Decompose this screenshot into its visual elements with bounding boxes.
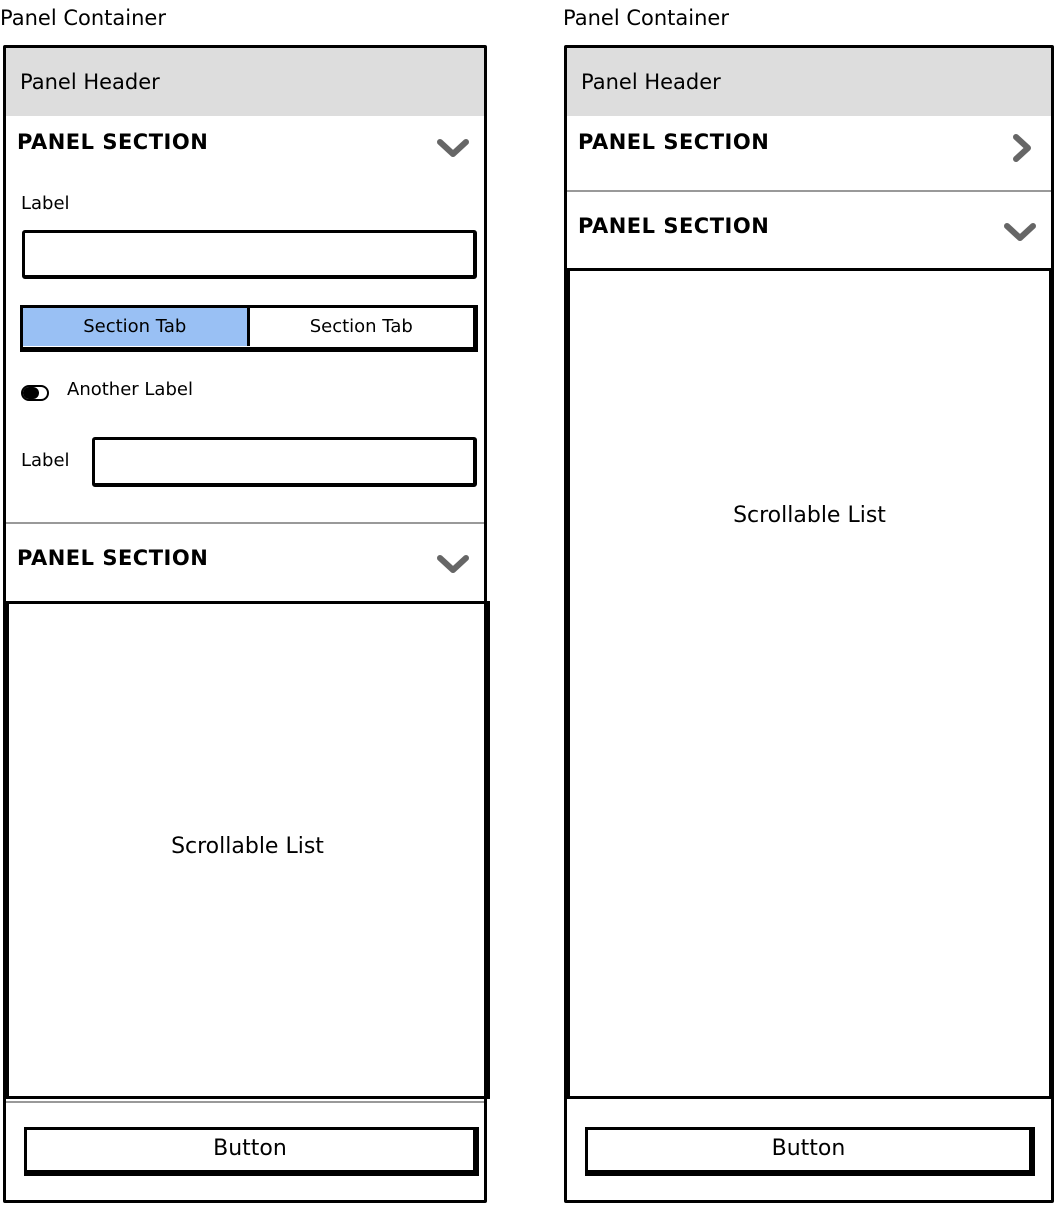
left-button[interactable]: Button: [24, 1127, 479, 1176]
right-button[interactable]: Button: [585, 1127, 1035, 1176]
right-section-divider: [567, 190, 1051, 192]
chevron-right-icon[interactable]: [1005, 134, 1039, 162]
left-text-input[interactable]: [22, 230, 477, 279]
chevron-down-icon[interactable]: [436, 550, 470, 578]
chevron-down-icon[interactable]: [1003, 218, 1037, 246]
right-section1-title: PANEL SECTION: [578, 130, 770, 154]
left-panel-header: Panel Header: [6, 48, 484, 116]
left-panel-container: [3, 45, 487, 1203]
toggle-switch[interactable]: [21, 385, 49, 401]
left-footer-divider: [6, 1101, 484, 1103]
right-panel-header: Panel Header: [567, 48, 1051, 116]
right-section2-title: PANEL SECTION: [578, 214, 770, 238]
toggle-knob: [23, 387, 39, 399]
left-section2-header[interactable]: [6, 532, 484, 594]
left-tab-1[interactable]: Section Tab: [23, 308, 250, 346]
left-container-title: Panel Container: [0, 6, 166, 30]
left-scrollable-list[interactable]: [6, 601, 490, 1099]
right-scrollable-list[interactable]: [567, 268, 1053, 1099]
left-section1-title: PANEL SECTION: [17, 130, 209, 154]
left-text-input-2[interactable]: [92, 437, 477, 487]
left-section-tabs: [20, 305, 478, 352]
left-list-text: Scrollable List: [171, 834, 324, 859]
left-field-label-2: Label: [21, 450, 70, 471]
right-container-title: Panel Container: [563, 6, 729, 30]
left-section-divider: [6, 522, 484, 524]
right-section2-header[interactable]: [567, 200, 1051, 262]
left-section1-header[interactable]: [6, 116, 484, 178]
right-panel-container: [564, 45, 1054, 1203]
left-field-label: Label: [21, 193, 70, 214]
left-section2-title: PANEL SECTION: [17, 546, 209, 570]
left-toggle-label: Another Label: [67, 379, 193, 400]
right-section1-header[interactable]: [567, 116, 1051, 178]
right-list-text: Scrollable List: [733, 503, 886, 528]
left-tab-2[interactable]: Section Tab: [309, 316, 413, 337]
chevron-down-icon[interactable]: [436, 134, 470, 162]
